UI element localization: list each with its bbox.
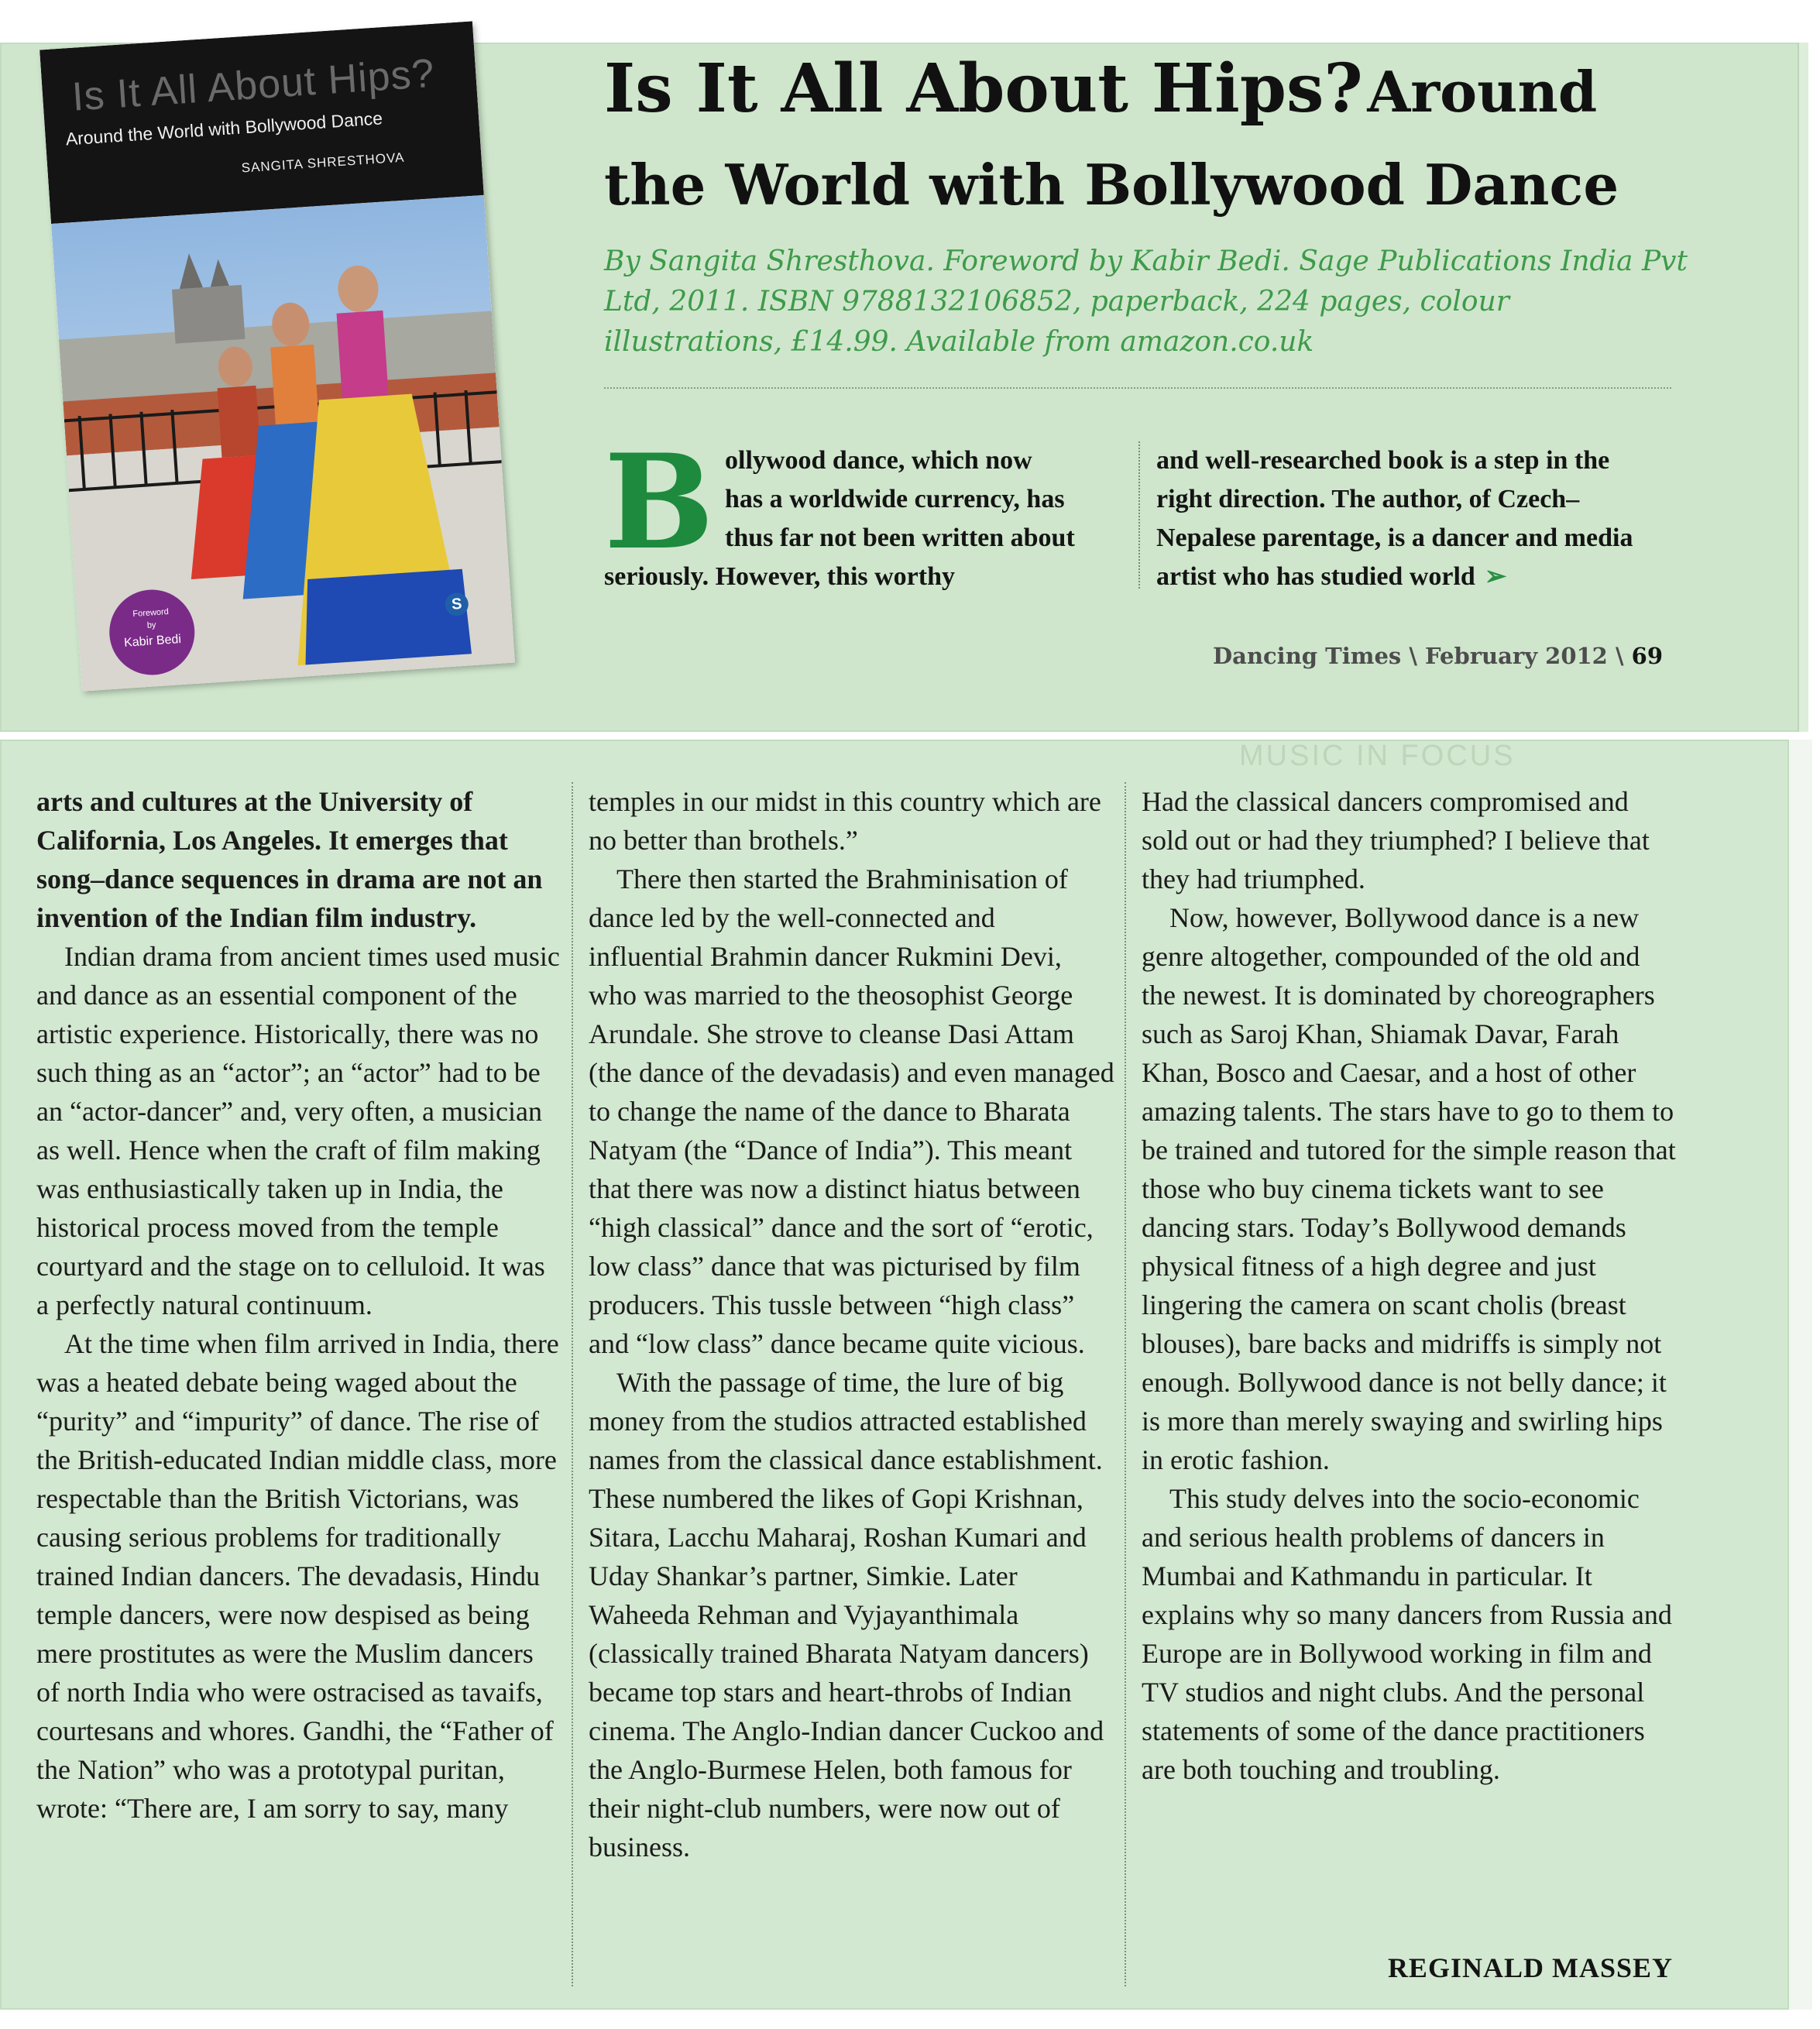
page-edge bbox=[1789, 740, 1812, 2010]
issue-date: February 2012 bbox=[1425, 643, 1608, 669]
body-column-2 bbox=[589, 782, 1115, 1866]
headline-main: Is It All About Hips? bbox=[604, 50, 1363, 128]
body-paragraph: At the time when film arrived in India, there was a heated debate being waged about the “purity” and “impurity” of dance. The rise of the British-educated Indian middle class, more respectable than the British Victorians, was causing serious problems for traditionally trained Indian dancers. The devadasis, Hindu temple dancers, were now despised as being mere prostitutes as were the Muslim dancers of north India who were ostracised as tavaifs, courtesans and whores. Gandhi, the “Father of the Nation” who was a prototypal puritan, wrote: “There are, I am sorry to say, many bbox=[36, 1328, 559, 1824]
cover-author: SANGITA SHRESTHOVA bbox=[241, 149, 405, 176]
page-gutter bbox=[1798, 43, 1808, 732]
cover-subtitle: Around the World with Bollywood Dance bbox=[64, 108, 383, 149]
intro-column-1 bbox=[604, 425, 1077, 596]
drop-cap: B bbox=[604, 425, 714, 578]
column-divider bbox=[1138, 441, 1140, 589]
headline-sub: Around the World with Bollywood Dance bbox=[604, 59, 1619, 218]
intro-text-2: and well-researched book is a step in the right direction. The author, of Czech–Nepalese parentage, is a dancer and media artist who has studied world bbox=[1156, 446, 1633, 591]
book-cover bbox=[39, 21, 515, 691]
body-paragraph: Now, however, Bollywood dance is a new genre altogether, compounded of the old and the newest. It is dominated by choreographers such as Saroj Khan, Shiamak Davar, Farah Khan, Bosco and Caesar, and a host of other amazing talents. The stars have to go to them to be trained and tutored for the simple reason that those who buy cinema tickets want to see dancing stars. Today’s Bollywood demands physical fitness of a high degree and just lingering the camera on scant cholis (breast blouses), bare backs and midriffs is simply not enough. Bollywood dance is not belly dance; it is more than merely swaying and swirling hips in erotic fashion. bbox=[1142, 902, 1676, 1475]
badge-line-2: by bbox=[146, 620, 156, 630]
body-lead-paragraph: arts and cultures at the University of California, Los Angeles. It emerges that song–dance sequences in drama are not an invention of the Indian film industry. bbox=[36, 786, 543, 933]
folio-separator: \ bbox=[1409, 643, 1417, 669]
body-paragraph: There then started the Brahminisation of dance led by the well-connected and influential Brahmin dancer Rukmini Devi, who was married to the theosophist George Arundale. She strove to cleanse Dasi Attam (the dance of the devadasis) and even managed to change the name of the dance to Bharata Natyam (the “Dance of India”). This meant that there was now a distinct hiatus between “high classical” dance and the sort of “erotic, low class” dance that was picturised by film producers. This tussle between “high class” and “low class” dance became quite vicious. bbox=[589, 863, 1114, 1359]
page-number: 69 bbox=[1631, 643, 1664, 669]
badge-line-1: Foreword bbox=[132, 607, 170, 620]
folio-separator: \ bbox=[1615, 643, 1624, 669]
publisher-logo-icon: S bbox=[445, 592, 469, 616]
body-paragraph: Had the classical dancers compromised and sold out or had they triumphed? I believe that they had triumphed. bbox=[1142, 786, 1650, 894]
magazine-name: Dancing Times bbox=[1213, 643, 1402, 669]
column-divider bbox=[572, 782, 573, 1986]
reviewer-byline: REGINALD MASSEY bbox=[1387, 1952, 1673, 1983]
continue-arrow-icon: ➢ bbox=[1484, 562, 1507, 591]
badge-line-3: Kabir Bedi bbox=[123, 633, 182, 650]
bleed-through-text: MUSIC IN FOCUS bbox=[1239, 740, 1516, 772]
intro-column-2 bbox=[1156, 441, 1667, 596]
intro-text-1: ollywood dance, which now has a worldwide currency, has thus far not been written about seriously. However, this worthy bbox=[604, 446, 1075, 591]
dotted-divider bbox=[604, 387, 1671, 389]
body-column-3 bbox=[1142, 782, 1676, 1789]
book-bibliographic-details: By Sangita Shresthova. Foreword by Kabir Bedi. Sage Publications India Pvt Ltd, 2011. ISBN 9788132106852, paperback, 224 pages, colour illustrations, £14.99. Available from amazon.co.uk bbox=[604, 245, 1688, 358]
body-paragraph: temples in our midst in this country which are no better than brothels.” bbox=[589, 786, 1101, 856]
column-divider bbox=[1125, 782, 1126, 1986]
review-headline bbox=[604, 50, 1704, 239]
body-paragraph: With the passage of time, the lure of big money from the studios attracted established names from the classical dance establishment. These numbered the likes of Gopi Krishnan, Sitara, Lacchu Maharaj, Roshan Kumari and Uday Shankar’s partner, Simkie. Later Waheeda Rehman and Vyjayanthimala (classically trained Bharata Natyam dancers) became top stars and heart-throbs of Indian cinema. The Anglo-Indian dancer Cuckoo and the Anglo-Burmese Helen, both famous for their night-club numbers, were now out of business. bbox=[589, 1367, 1104, 1862]
cover-title-band bbox=[39, 21, 484, 224]
body-paragraph: Indian drama from ancient times used music and dance as an essential component of the artistic experience. Historically, there was no such thing as an “actor”; an “actor” had to be an “actor-dancer” and, very often, a musician as well. Hence when the craft of film making was enthusiastically taken up in India, the historical process moved from the temple courtyard and the stage on to celluloid. It was a perfectly natural continuum. bbox=[36, 941, 560, 1320]
body-paragraph: This study delves into the socio-economic and serious health problems of dancers in Mumbai and Kathmandu in particular. It explains why so many dancers from Russia and Europe are in Bollywood working in film and TV studios and night clubs. And the personal statements of some of the dance practitioners are both touching and troubling. bbox=[1142, 1483, 1672, 1785]
body-column-1 bbox=[36, 782, 563, 1828]
page-folio bbox=[1213, 643, 1677, 669]
cover-title: Is It All About Hips? bbox=[70, 50, 437, 120]
